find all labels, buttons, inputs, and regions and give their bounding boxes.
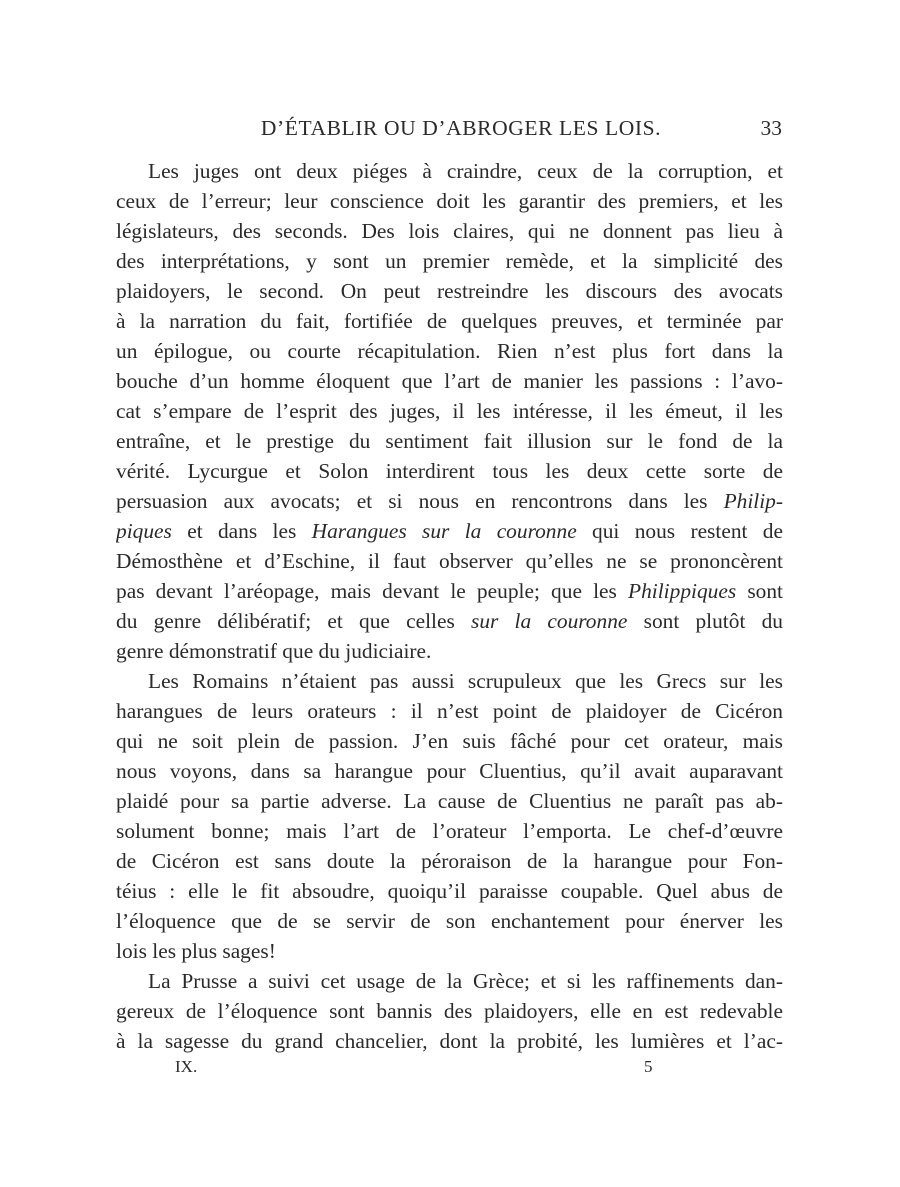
text-line [116,906,783,936]
text-line [116,426,783,456]
text-line [116,246,783,276]
text-run: entraîne, et le prestige du sentiment fait illusion sur le fond de la [116,429,783,453]
text-run: un épilogue, ou courte récapitulation. Rien n’est plus fort dans la [116,339,783,363]
italic-text: Harangues sur la couronne [311,519,577,543]
text-run: gereux de l’éloquence sont bannis des plaidoyers, elle en est redevable [116,999,783,1023]
italic-text: Philippiques [628,579,737,603]
text-run: lois les plus sages! [116,939,276,963]
text-line [116,576,783,606]
text-line [116,156,783,186]
text-run: et dans les [171,519,312,543]
italic-text: sur la couronne [471,609,628,633]
running-title: D’ÉTABLIR OU D’ABROGER LES LOIS. [260,116,662,140]
text-run: bouche d’un homme éloquent que l’art de manier les passions : l’avo- [116,369,783,393]
text-run: de Cicéron est sans doute la péroraison de la harangue pour Fon- [116,849,783,873]
text-run: du genre délibératif; et que celles [116,609,471,633]
text-line [116,336,783,366]
text-line [116,396,783,426]
text-run: pas devant l’aréopage, mais devant le peuple; que les [116,579,629,603]
text-run: téius : elle le fit absoudre, quoiqu’il paraisse coupable. Quel abus de [116,879,783,903]
text-run: plaidoyers, le second. On peut restreindre les discours des avocats [116,279,783,303]
text-line [116,546,783,576]
text-line [116,186,783,216]
italic-text: piques [116,519,172,543]
page-number: 33 [760,116,782,140]
body-text [116,156,783,1056]
text-line [116,966,783,996]
text-run: plaidé pour sa partie adverse. La cause de Cluentius ne paraît pas ab- [116,789,783,813]
text-line [116,876,783,906]
text-run: persuasion aux avocats; et si nous en rencontrons dans les [116,489,724,513]
text-run: vérité. Lycurgue et Solon interdirent tous les deux cette sorte de [116,459,783,483]
text-run: à la narration du fait, fortifiée de quelques preuves, et terminée par [116,309,783,333]
text-line [116,726,783,756]
italic-text: Philip- [723,489,783,513]
signature-number: 5 [644,1057,653,1076]
text-run: harangues de leurs orateurs : il n’est point de plaidoyer de Cicéron [116,699,783,723]
running-head [140,116,782,146]
text-run: qui nous restent de [576,519,783,543]
signature-mark: IX. [175,1057,198,1076]
text-line [116,486,783,516]
text-run: Démosthène et d’Eschine, il faut observer qu’elles ne se prononcèrent [116,549,783,573]
text-run: nous voyons, dans sa harangue pour Cluentius, qu’il avait auparavant [116,759,783,783]
text-line [116,1026,783,1056]
text-run: solument bonne; mais l’art de l’orateur l’emporta. Le chef-d’œuvre [116,819,783,843]
text-line [116,756,783,786]
text-line [116,786,783,816]
text-line [116,216,783,246]
text-line [116,366,783,396]
text-run: genre démonstratif que du judiciaire. [116,639,432,663]
text-run: l’éloquence que de se servir de son enchantement pour énerver les [116,909,783,933]
paragraph [116,666,783,966]
text-line [116,846,783,876]
text-line [116,606,783,636]
text-line [116,696,783,726]
text-run: sont plutôt du [627,609,783,633]
text-run: cat s’empare de l’esprit des juges, il les intéresse, il les émeut, il les [116,399,783,423]
text-line [116,456,783,486]
text-run: La Prusse a suivi cet usage de la Grèce; et si les raffinements dan- [148,969,783,993]
text-run: ceux de l’erreur; leur conscience doit les garantir des premiers, et les [116,189,783,213]
text-line [116,666,783,696]
text-run: Les juges ont deux piéges à craindre, ceux de la corruption, et [148,159,783,183]
text-line [116,816,783,846]
text-line [116,276,783,306]
text-line [116,306,783,336]
text-run: sont [736,579,783,603]
text-line [116,516,783,546]
paragraph [116,966,783,1056]
text-line [116,936,783,966]
text-run: des interprétations, y sont un premier remède, et la simplicité des [116,249,783,273]
text-run: à la sagesse du grand chancelier, dont la probité, les lumières et l’ac- [116,1029,783,1053]
text-run: législateurs, des seconds. Des lois claires, qui ne donnent pas lieu à [116,219,783,243]
text-run: qui ne soit plein de passion. J’en suis fâché pour cet orateur, mais [116,729,783,753]
text-line [116,996,783,1026]
paragraph [116,156,783,666]
text-run: Les Romains n’étaient pas aussi scrupuleux que les Grecs sur les [148,669,783,693]
text-line [116,636,783,666]
